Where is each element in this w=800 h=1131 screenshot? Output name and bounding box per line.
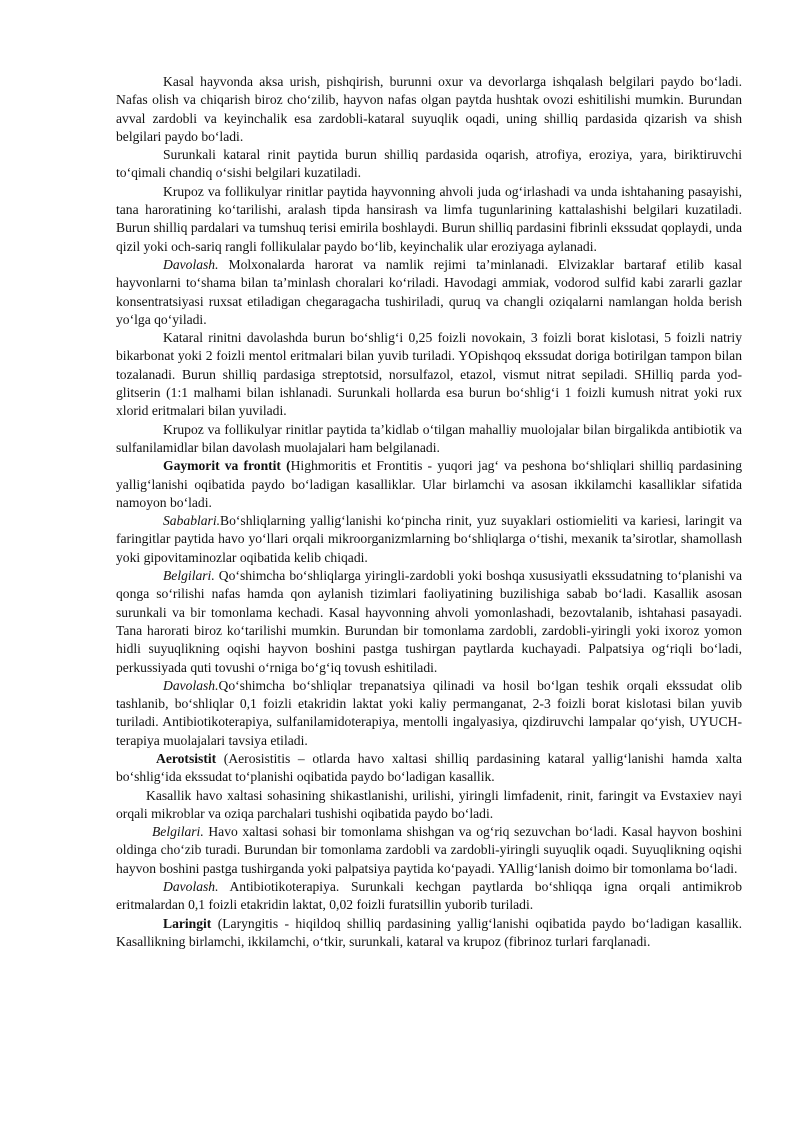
paragraph-treatment <box>116 256 742 329</box>
paragraph-sinusitis-heading <box>116 457 742 512</box>
paragraph-text: Antibiotikoterapiya. Surunkali kechgan paytlarda bo‘shliqqa igna orqali antimikrob eritmalardan 0,1 foizli etakridin laktat, 0,02 foizli furatsillin yuborib turiladi. <box>116 879 742 913</box>
paragraph-text: Krupoz va follikulyar rinitlar paytida hayvonning ahvoli juda og‘irlashadi va unda ishtahaning pasayishi, tana haroratining ko‘tarilishi, aralash tipda hansirash va limfa tugunlarining kattalashishi belgilari kuzatiladi. Burun shilliq pardalari va tumshuq terisi emirila boshlaydi. Burun shilliq pardasini fibrinli ekssudat qoplaydi, unda qizil yoki och-sariq rangli follikulalar paydo bo‘lib, keyinchalik ular eroziyaga aylanadi. <box>116 183 742 254</box>
paragraph-text: Krupoz va follikulyar rinitlar paytida ta’kidlab o‘tilgan mahalliy muolojalar bilan birgalikda antibiotik va sulfanilamidlar bilan davolash muolajalari ham belgilanadi. <box>116 421 742 455</box>
paragraph-lead: Belgilari. <box>163 568 215 584</box>
paragraph-text: Qo‘shimcha bo‘shliqlarga yiringli-zardobli yoki boshqa xususiyatli ekssudatning to‘planishi va qonga so‘rilishi nafas hamda qon aylanish tizimlari faoliyatining buzilishiga sabab bo‘ladi. Kasallik asosan surunkali va bir tomonlama kechadi. Kasal hayvonning ahvoli yomonlashadi, bezovtalanib, ishtahasi pasayadi. Tana harorati biroz ko‘tarilishi mumkin. Burundan bir tomonlama zardobli, zardobli-yiringli yoki ixoroz yomon hidli suyuqlikning oqishi hayvon boshini pastga tushirgan paytlarda kuchayadi. Palpatsiya og‘riqli bo‘ladi, perkussiyada quti tovushi o‘rniga bo‘g‘iq tovush eshitiladi. <box>116 568 742 675</box>
section-heading: Aerotsistit <box>156 750 217 766</box>
paragraph-symptoms <box>116 73 742 146</box>
paragraph-aerocystitis-treatment <box>116 878 742 915</box>
paragraph-lead: Belgilari. <box>152 824 204 840</box>
paragraph-text: (Laryngitis - hiqildoq shilliq pardasining yallig‘lanishi oqibatida paydo bo‘ladigan kasallik. Kasallikning birlamchi, ikkilamchi, o‘tkir, surunkali, kataral va krupoz (fibrinoz turlari farqlanadi. <box>116 915 742 949</box>
paragraph-lead: Davolash. <box>163 256 219 272</box>
paragraph-text: Kasallik havo xaltasi sohasining shikastlanishi, urilishi, yiringli limfadenit, rinit, faringit va Evstaxiev nayi orqali mikroblar va oziqa parchalari tushishi oqibatida paydo bo‘ladi. <box>116 787 742 821</box>
paragraph-sinusitis-treatment <box>116 677 742 750</box>
paragraph-aerocystitis-signs <box>116 823 742 878</box>
paragraph-text: Molxonalarda harorat va namlik rejimi ta’minlanadi. Elvizaklar bartaraf etilib kasal hayvonlarni to‘shama bilan ta’minlash choralari ko‘riladi. Havodagi ammiak, vodorod sulfid kabi zararli gazlar konsentratsiyasi ruxsat etiladigan chegaragacha tushiriladi, quruq va changli oziqalarni namlangan holda berish yo‘lga qo‘yiladi. <box>116 256 742 327</box>
paragraph-aerocystitis-causes <box>116 787 742 824</box>
document-body <box>116 73 742 951</box>
paragraph-text: Kataral rinitni davolashda burun bo‘shlig‘i 0,25 foizli novokain, 3 foizli borat kislotasi, 5 foizli natriy bikarbonat yoki 2 foizli mentol eritmalari bilan yuvib turiladi. YOpishqoq ekssudat doriga botirilgan tampon bilan tozalanadi. Burun shilliq pardasiga streptotsid, norsulfazol, etazol, vismut nitrat sepiladi. SHilliq parda yod-glitserin (1:1 malhami bilan ishlanadi. Surunkali hollarda esa burun bo‘shlig‘i 1 foizli kumush nitrat yoki rux xlorid eritmalari bilan yuviladi. <box>116 330 742 419</box>
paragraph-causes <box>116 512 742 567</box>
paragraph-text: Bo‘shliqlarning yallig‘lanishi ko‘pincha rinit, yuz suyaklari ostiomieliti va kariesi, laringit va faringitlar paytida havo yo‘llari orqali mikroorganizmlarning bo‘shliqlarga o‘tishi, mexanik ta’sirotlar, shamollash yoki gipovitaminozlar oqibatida kelib chiqadi. <box>116 513 742 565</box>
paragraph-text: (Aerosistitis – otlarda havo xaltasi shilliq pardasining kataral yallig‘lanishi hamda xalta bo‘shlig‘ida ekssudat to‘planishi oqibatida paydo bo‘ladigan kasallik. <box>116 750 742 785</box>
paragraph-aerocystitis-heading <box>116 750 742 787</box>
paragraph-text: Qo‘shimcha bo‘shliqlar trepanatsiya qilinadi va hosil bo‘lgan teshik orqali ekssudat olib tashlanib, bo‘shliqlar 0,1 foizli etakridin laktat yoki kaliy permanganat, 2-3 foizli borat kislotasi bilan yuvib turiladi. Antibiotikoterapiya, sulfanilamidoterapiya, mentolli ingalyasiya, qizdiruvchi lampalar qo‘yish, UYUCH-terapiya muolajalari tavsiya etiladi. <box>116 677 742 748</box>
paragraph-signs <box>116 567 742 677</box>
paragraph-text: Havo xaltasi sohasi bir tomonlama shishgan va og‘riq sezuvchan bo‘ladi. Kasal hayvon boshini oldinga cho‘zib turadi. Burundan bir tomonlama zardobli va zardobli-yiringli suyuqlik oqadi. Suyuqlikning oqishi hayvon boshini pastga tushirganda yoki palpatsiya paytida ko‘payadi. YAllig‘lanish doimo bir tomonlama bo‘ladi. <box>116 824 742 876</box>
section-heading: Laringit <box>163 915 212 931</box>
paragraph-croupous-rhinitis <box>116 183 742 256</box>
paragraph-chronic-rhinitis <box>116 146 742 183</box>
paragraph-text: Highmoritis et Frontitis - yuqori jag‘ va peshona bo‘shliqlari shilliq pardasining yallig‘lanishi oqibatida paydo bo‘ladigan kasalliklar. Ular birlamchi va asosan ikkilamchi kasalliklar sifatida namoyon bo‘ladi. <box>116 458 742 510</box>
paragraph-lead: Davolash. <box>163 677 219 693</box>
paragraph-laryngitis-heading <box>116 915 742 952</box>
paragraph-croupous-treatment <box>116 421 742 458</box>
paragraph-lead: Davolash. <box>163 879 219 895</box>
paragraph-lead: Sabablari. <box>163 513 221 529</box>
paragraph-text: Kasal hayvonda aksa urish, pishqirish, burunni oxur va devorlarga ishqalash belgilari paydo bo‘ladi. Nafas olish va chiqarish biroz cho‘zilib, hayvon nafas olgan paytda hushtak ovozi eshitilishi mumkin. Burundan avval zardobli va keyinchalik esa zardobli-kataral suyuqlik oqadi, uning shilliq pardasida qizarish va shish belgilari paydo bo‘ladi. <box>116 74 742 144</box>
paragraph-catarrhal-treatment <box>116 329 742 420</box>
section-heading: Gaymorit va frontit ( <box>163 458 291 474</box>
paragraph-text: Surunkali kataral rinit paytida burun shilliq pardasida oqarish, atrofiya, eroziya, yara, biriktiruvchi to‘qimali chandiq o‘sishi belgilari kuzatiladi. <box>116 147 742 181</box>
